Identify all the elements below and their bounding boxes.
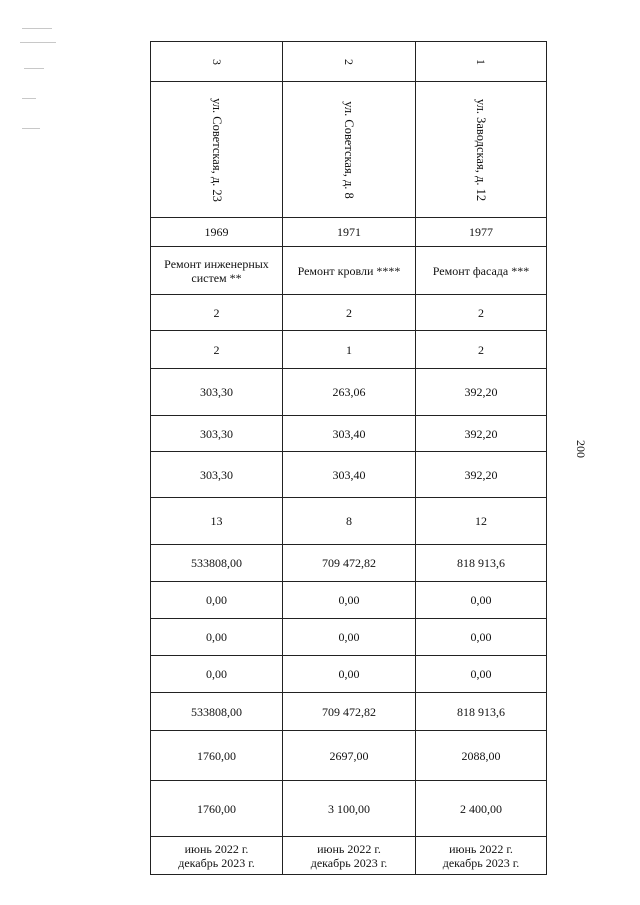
year-cell: 1971 <box>283 218 416 247</box>
value-cell: 2 <box>151 331 283 369</box>
value-cell: 392,20 <box>416 416 547 452</box>
value-cell: 2088,00 <box>416 731 547 781</box>
value-cell: 2 <box>416 331 547 369</box>
table-row <box>151 369 547 416</box>
value-cell: 0,00 <box>283 582 416 619</box>
value-cell: 12 <box>416 498 547 545</box>
address: ул. Советская, д. 23 <box>209 97 224 202</box>
address-cell <box>416 82 547 218</box>
page-number: 200 <box>574 440 588 458</box>
period-start: июнь 2022 г. <box>317 841 381 856</box>
work-type-cell: Ремонт фасада *** <box>416 247 547 295</box>
value-cell: 303,30 <box>151 452 283 498</box>
value-cell: 1760,00 <box>151 731 283 781</box>
value-cell: 303,30 <box>151 416 283 452</box>
value-cell: 3 100,00 <box>283 781 416 837</box>
value-cell: 392,20 <box>416 452 547 498</box>
address-cell <box>283 82 416 218</box>
table-row <box>151 619 547 656</box>
value-cell: 303,40 <box>283 416 416 452</box>
value-cell: 2 <box>283 295 416 331</box>
address: ул. Заводская, д. 12 <box>474 98 488 201</box>
scan-artifact <box>18 28 58 148</box>
data-table <box>150 41 547 875</box>
value-cell: 818 913,6 <box>416 545 547 582</box>
value-cell: 2 <box>416 295 547 331</box>
value-cell: 533808,00 <box>151 693 283 731</box>
table-row-address <box>151 82 547 218</box>
value-cell: 2 <box>151 295 283 331</box>
period-end: декабрь 2023 г. <box>178 855 255 870</box>
value-cell: 0,00 <box>416 656 547 693</box>
table-row <box>151 295 547 331</box>
column-index-cell <box>416 42 547 82</box>
table-row <box>151 452 547 498</box>
value-cell: 2 400,00 <box>416 781 547 837</box>
column-index: 1 <box>474 58 488 65</box>
value-cell: 1760,00 <box>151 781 283 837</box>
period-cell <box>416 837 547 875</box>
value-cell: 533808,00 <box>151 545 283 582</box>
value-cell: 8 <box>283 498 416 545</box>
value-cell: 818 913,6 <box>416 693 547 731</box>
value-cell: 303,30 <box>151 369 283 416</box>
table-row-year <box>151 218 547 247</box>
value-cell: 0,00 <box>151 619 283 656</box>
table-row <box>151 582 547 619</box>
period-end: декабрь 2023 г. <box>310 855 388 870</box>
value-cell: 0,00 <box>283 619 416 656</box>
value-cell: 0,00 <box>416 582 547 619</box>
table-row-index <box>151 42 547 82</box>
period-start: июнь 2022 г. <box>449 841 513 856</box>
value-cell: 0,00 <box>416 619 547 656</box>
period-start: июнь 2022 г. <box>184 841 249 856</box>
table-row-work-type <box>151 247 547 295</box>
table-row <box>151 781 547 837</box>
work-type-cell: Ремонт кровли **** <box>283 247 416 295</box>
table-row <box>151 656 547 693</box>
address-cell <box>151 82 283 218</box>
year-cell: 1977 <box>416 218 547 247</box>
table-row <box>151 416 547 452</box>
period-cell <box>151 837 283 875</box>
value-cell: 709 472,82 <box>283 545 416 582</box>
value-cell: 0,00 <box>283 656 416 693</box>
value-cell: 709 472,82 <box>283 693 416 731</box>
column-index: 2 <box>342 58 356 65</box>
table-row-period <box>151 837 547 875</box>
value-cell: 303,40 <box>283 452 416 498</box>
column-index-cell <box>151 42 283 82</box>
column-index: 3 <box>209 58 224 65</box>
year-cell: 1969 <box>151 218 283 247</box>
work-type-cell: Ремонт инженерных систем ** <box>151 247 283 295</box>
table-row <box>151 498 547 545</box>
value-cell: 0,00 <box>151 656 283 693</box>
period-end: декабрь 2023 г. <box>442 855 520 870</box>
table-row <box>151 731 547 781</box>
value-cell: 0,00 <box>151 582 283 619</box>
value-cell: 13 <box>151 498 283 545</box>
value-cell: 392,20 <box>416 369 547 416</box>
period-cell <box>283 837 416 875</box>
table-row <box>151 545 547 582</box>
value-cell: 2697,00 <box>283 731 416 781</box>
table-row <box>151 693 547 731</box>
address: ул. Советская, д. 8 <box>341 100 356 199</box>
table-row <box>151 331 547 369</box>
column-index-cell <box>283 42 416 82</box>
value-cell: 1 <box>283 331 416 369</box>
value-cell: 263,06 <box>283 369 416 416</box>
